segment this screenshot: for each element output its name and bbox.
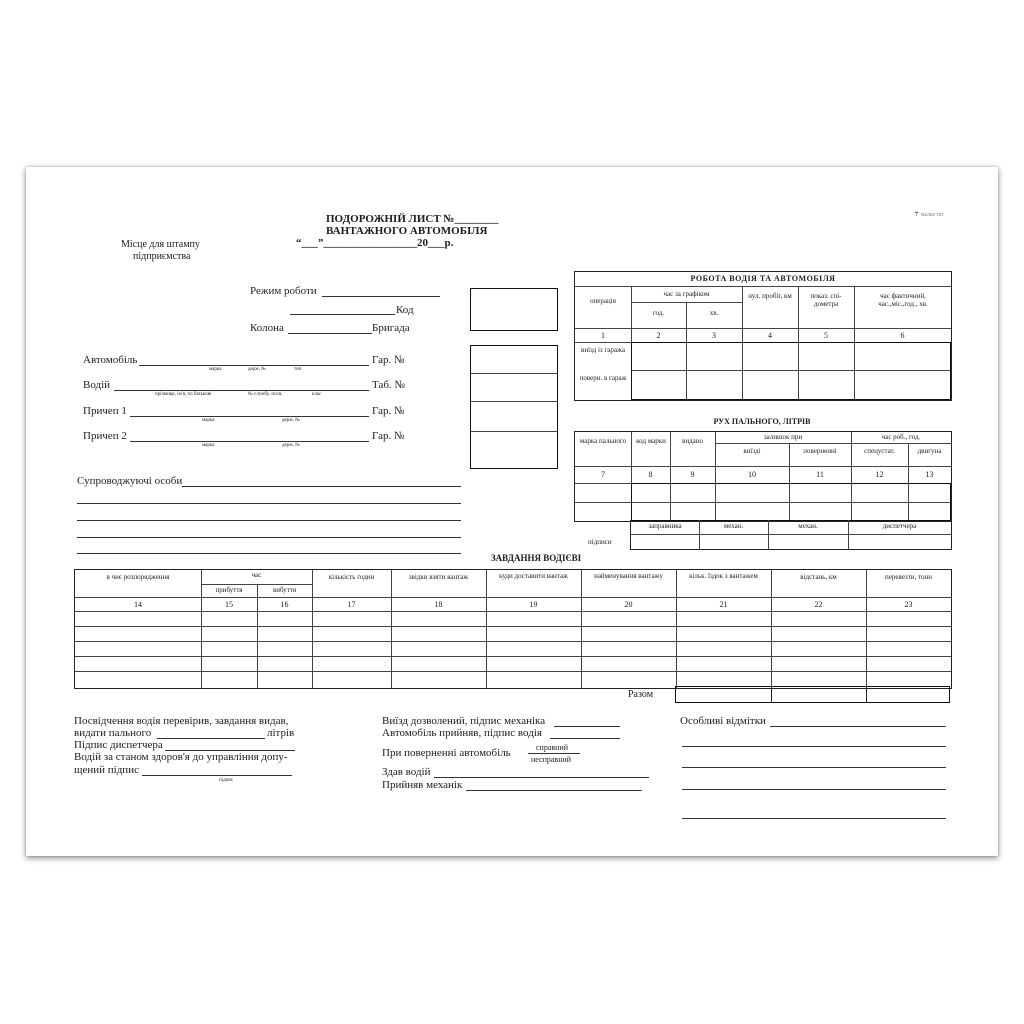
task-col-time: час [251,571,262,579]
special-notes-field-1[interactable] [770,726,946,727]
bottom-m3: При поверненні автомобіль [382,747,511,759]
trailer1-label: Причеп 1 [83,405,127,417]
driver-accept-field[interactable] [550,738,620,739]
fuel-num-8: 8 [648,470,653,479]
car-sub-brand: марка [209,367,222,372]
escort-field-4[interactable] [77,537,461,538]
fuel-col-return: поверненні [803,447,837,455]
work-col-speedo: показ. спі-дометра [810,292,842,309]
driver-field[interactable] [114,390,369,391]
task-total-row[interactable] [675,686,950,703]
task-num-18: 18 [434,600,443,609]
task-col-name: найменування вантажу [594,572,663,580]
work-col-actual: час фактичний, час.,міс.,год., хв. [878,292,928,309]
driver-health-signature-field[interactable] [142,775,292,776]
fuel-signature-table [630,520,952,550]
work-table [574,271,952,401]
driver-handover-field[interactable] [434,777,649,778]
stamp-box-grid[interactable] [470,345,558,469]
column-label: Колона [250,322,284,334]
bottom-m4: Здав водій [382,766,431,778]
fuel-num-9: 9 [690,470,695,479]
escort-field-3[interactable] [77,520,461,521]
bottom-m2: Автомобіль прийняв, підпис водія [382,727,542,739]
work-num-5: 5 [824,331,828,340]
task-num-16: 16 [280,600,289,609]
trailer2-sub-brand: марка [202,443,215,448]
car-sub-type: тип [294,367,302,372]
code-label: Код [396,304,414,316]
car-label: Автомобіль [83,354,138,366]
trailer1-sub-number: держ. № [282,418,300,423]
car-field[interactable] [139,365,369,366]
fuel-col-special: спецустат. [864,447,895,455]
brigade-label: Бригада [372,322,410,334]
task-num-20: 20 [624,600,633,609]
bottom-l5: щений підпис [74,764,139,776]
trailer1-sub-brand: марка [202,418,215,423]
special-notes-field-5[interactable] [682,818,946,819]
car-gar-label: Гар. № [372,354,405,366]
bottom-r1: Особливі відмітки [680,715,766,727]
bottom-m1: Виїзд дозволений, підпис механіка [382,715,546,727]
bottom-m5: Прийняв механік [382,779,463,791]
task-num-17: 17 [347,600,356,609]
special-notes-field-2[interactable] [682,746,946,747]
work-table-title: РОБОТА ВОДІЯ ТА АВТОМОБІЛЯ [690,274,836,283]
fuel-num-11: 11 [816,470,824,479]
driver-tab-label: Таб. № [372,379,405,391]
work-row-exit: виїзд із гаража [581,346,625,354]
fuel-col-engine: двигуна [917,447,942,455]
fuel-col-balance: залишок при [763,433,803,441]
task-num-22: 22 [814,600,823,609]
sig-refueler: заправника [648,522,682,530]
escort-field-2[interactable] [77,503,461,504]
status-divider [528,753,580,754]
date-line: “___”_________________20___р. [296,237,454,249]
bottom-l1: Посвідчення водія перевірив, завдання видав, [74,715,289,727]
stamp-place-label: Місце для штампу [121,239,200,250]
driver-sub-class: клас [312,392,322,397]
work-num-4: 4 [768,331,772,340]
task-num-21: 21 [719,600,728,609]
work-row-return: поверн. в гараж [579,374,627,382]
mechanic-accept-field[interactable] [466,790,642,791]
code-field[interactable] [290,314,395,315]
driver-sub-cert: № службу. посв. [248,392,283,397]
sig-mechanic-1: механ. [723,522,744,530]
task-col-trips: кільк. їздок з вантажем [689,572,758,580]
publisher-logo: ⚚ ВАЛЬЯ ТЕГ [914,212,945,218]
fuel-col-time: час роб., год. [881,433,921,441]
trailer2-field[interactable] [130,441,369,442]
fuel-col-issued: видано [682,437,703,445]
escort-label: Супроводжуючі особи [77,475,183,487]
car-sub-number: держ. № [248,367,266,372]
fuel-num-7: 7 [601,470,605,479]
special-notes-field-4[interactable] [682,789,946,790]
trailer2-gar-label: Гар. № [372,430,405,442]
work-num-6: 6 [900,331,905,340]
task-col-arrive: прибуття [215,586,243,594]
signatures-label: підписи [588,538,612,546]
task-col-order: в чиє розпорядження [106,573,170,581]
waybill-sheet [26,167,998,856]
title-line1: ПОДОРОЖНІЙ ЛИСТ №________ [326,213,499,225]
fuel-num-12: 12 [875,470,884,479]
driver-label: Водій [83,379,111,391]
fuel-amount-field[interactable] [157,738,265,739]
task-num-19: 19 [529,600,538,609]
work-mode-label: Режим роботи [250,285,317,297]
bottom-l2b: літрів [267,727,295,739]
work-num-1: 1 [601,331,605,340]
escort-field-1[interactable] [182,486,461,487]
column-field[interactable] [288,333,372,334]
bottom-l3: Підпис диспетчера [74,739,163,751]
fuel-data-area[interactable] [631,483,951,521]
work-col-zero: нул. пробіг, км [748,292,792,300]
fuel-col-exit: виїзді [743,447,761,455]
sig-mechanic-2: механ. [798,522,818,530]
bottom-l5-sub: підпис [219,778,234,783]
task-num-14: 14 [134,600,142,609]
work-col-min: хв. [709,309,719,317]
title-line2: ВАНТАЖНОГО АВТОМОБІЛЯ [326,225,488,237]
bottom-l2: видати пального [74,727,152,739]
trailer1-field[interactable] [130,416,369,417]
fuel-col-brand: марка пального [579,437,627,445]
task-table-title: ЗАВДАННЯ ВОДІЄВІ [490,553,582,563]
bottom-m3-ok: справний [536,743,569,752]
work-num-3: 3 [712,331,716,340]
work-col-schedule: час за графіком [663,290,710,298]
task-num-23: 23 [904,600,913,609]
trailer2-label: Причеп 2 [83,430,127,442]
special-notes-field-3[interactable] [682,767,946,768]
task-col-depart: вибуття [272,586,297,594]
task-col-dist: відстань, км [800,573,837,581]
task-col-tons: перевезти, тонн [885,573,932,581]
fuel-num-10: 10 [748,470,756,479]
fuel-table-title: РУХ ПАЛЬНОГО, ЛІТРІВ [713,417,811,426]
work-col-operation: операція [590,297,616,305]
trailer1-gar-label: Гар. № [372,405,405,417]
escort-field-5[interactable] [77,553,461,554]
mechanic-exit-field[interactable] [554,726,620,727]
task-total-label: Разом [628,689,654,700]
sig-dispatcher: диспетчера [882,522,917,530]
task-col-hours: кількість годин [328,573,375,581]
fuel-table [574,431,952,522]
work-col-hours: год. [652,309,665,317]
task-col-to: куди доставити вантаж [499,572,568,580]
work-mode-field[interactable] [322,296,440,297]
trailer2-sub-number: держ. № [282,443,300,448]
task-num-15: 15 [225,600,233,609]
fuel-col-code: код марки [636,437,666,445]
driver-sub-name: прізвище, ім'я, по батькові [155,392,212,397]
stamp-org-label: підприємства [133,251,191,262]
bottom-m3-faulty: несправний [531,755,572,764]
task-table [74,569,952,689]
stamp-box-top[interactable] [470,288,558,331]
work-data-area[interactable] [631,342,951,400]
task-col-from: звідки взяти вантаж [408,573,469,581]
bottom-l4: Водій за станом здоров'я до управління допу- [74,751,288,763]
work-num-2: 2 [656,331,661,340]
fuel-num-13: 13 [925,470,934,479]
